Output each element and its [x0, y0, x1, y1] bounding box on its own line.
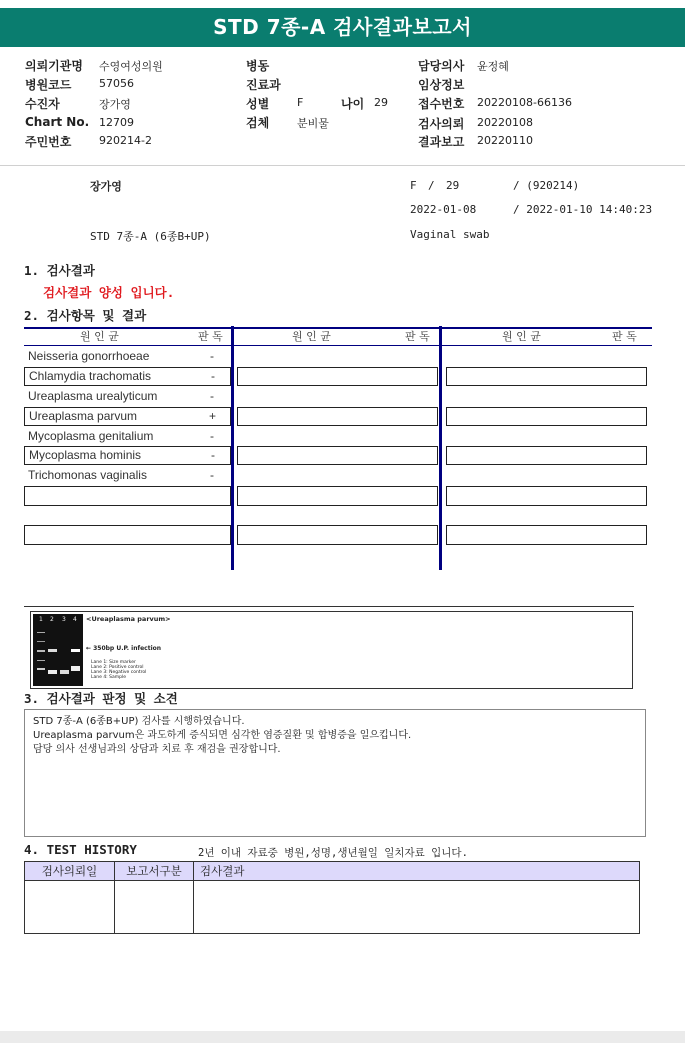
pathogen-result: - — [211, 448, 215, 462]
patient-value: 장가영 — [99, 98, 131, 111]
gel-legend-item: Lane 3: Negative control — [91, 670, 147, 675]
request-date-value: 20220108 — [477, 116, 533, 129]
summary-age: 29 — [446, 179, 460, 192]
history-col-report-type: 보고서구분 — [115, 862, 193, 880]
hospital-code-label: 병원코드 — [25, 78, 72, 92]
history-col-rule — [193, 861, 194, 934]
pathogen-name: Chlamydia trachomatis — [29, 369, 152, 383]
summary-date2: / 2022-01-10 14:40:23 — [513, 203, 653, 216]
gel-band — [37, 650, 45, 652]
age-value: 29 — [374, 96, 388, 109]
opinion-line: 담당 의사 선생님과의 상담과 치료 후 재검을 권장합니다. — [33, 744, 281, 755]
empty-row — [237, 367, 438, 386]
pathogen-result: - — [210, 349, 214, 363]
doctor-value: 윤정혜 — [477, 60, 509, 73]
empty-row — [237, 407, 438, 426]
summary-sex: F — [410, 179, 417, 192]
pathogen-name: Mycoplasma hominis — [29, 448, 142, 462]
pathogen-name: Neisseria gonorrhoeae — [28, 349, 150, 363]
pathogen-name: Mycoplasma genitalium — [28, 429, 154, 443]
accession-value: 20220108-66136 — [477, 96, 572, 109]
empty-row — [237, 486, 438, 506]
empty-row — [446, 446, 647, 465]
empty-row — [24, 486, 231, 506]
pathogen-result: - — [211, 369, 215, 383]
opinion-text — [33, 715, 411, 757]
empty-row — [24, 525, 231, 545]
summary-test: STD 7종-A (6종B+UP) — [90, 230, 211, 243]
gel-band — [37, 660, 45, 661]
gel-title: <Ureaplasma parvum> — [86, 615, 171, 623]
pathogen-row — [24, 367, 231, 386]
gel-legend — [91, 660, 146, 680]
lane-label: 4 — [73, 616, 77, 623]
accession-label: 접수번호 — [418, 97, 465, 111]
col-result-2: 판 독 — [405, 329, 445, 345]
report-title: STD 7종-A 검사결과보고서 — [0, 8, 685, 47]
pathogen-row — [24, 446, 231, 465]
column-divider — [231, 326, 234, 570]
ward-label: 병동 — [246, 59, 270, 73]
pathogen-row — [28, 428, 228, 445]
gel-image — [33, 614, 83, 686]
history-col-rule — [114, 861, 115, 934]
specimen-value: 분비물 — [297, 117, 329, 130]
pathogen-result: - — [210, 389, 214, 403]
empty-row — [446, 525, 647, 545]
clinical-info-label: 임상정보 — [418, 78, 465, 92]
institution-value: 수영여성의원 — [99, 60, 163, 73]
report-date-value: 20220110 — [477, 134, 533, 147]
pathogen-row — [28, 388, 228, 405]
empty-row — [446, 367, 647, 386]
section1-title: 1. 검사결과 — [24, 263, 95, 278]
pathogen-name: Ureaplasma urealyticum — [28, 389, 158, 403]
col-result-3: 판 독 — [612, 329, 652, 345]
gel-legend-item: Lane 4: Sample — [91, 675, 126, 680]
hospital-code-value: 57056 — [99, 77, 134, 90]
sex-label: 성별 — [246, 97, 270, 111]
summary-specimen: Vaginal swab — [410, 228, 490, 241]
pathogen-row — [28, 348, 228, 365]
pathogen-name: Ureaplasma parvum — [29, 409, 138, 423]
gel-band — [37, 668, 45, 670]
sex-value: F — [297, 96, 304, 109]
pathogen-result: + — [209, 409, 217, 423]
doctor-label: 담당의사 — [418, 59, 465, 73]
dept-label: 진료과 — [246, 78, 281, 92]
empty-row — [237, 525, 438, 545]
gel-band — [37, 632, 45, 633]
table-head-rule — [24, 345, 652, 346]
report-date-label: 결과보고 — [418, 135, 465, 149]
col-pathogen-3: 원 인 균 — [502, 329, 582, 345]
lane-label: 1 — [39, 616, 43, 623]
institution-label: 의뢰기관명 — [25, 59, 83, 73]
col-pathogen-1: 원 인 균 — [80, 329, 160, 345]
summary-rrn: / (920214) — [513, 179, 580, 192]
history-col-result: 검사결과 — [194, 862, 639, 880]
empty-row — [237, 446, 438, 465]
summary-name: 장가영 — [90, 180, 122, 193]
lane-label: 3 — [62, 616, 66, 623]
gel-arrow-label: ← 350bp U.P. infection — [86, 645, 162, 652]
history-col-request-date: 검사의뢰일 — [25, 862, 114, 880]
pathogen-name: Trichomonas vaginalis — [28, 468, 147, 482]
gel-band — [48, 649, 57, 652]
age-label: 나이 — [341, 97, 365, 111]
empty-row — [446, 486, 647, 506]
gel-figure — [30, 611, 633, 689]
section4-title: 4. TEST HISTORY — [24, 842, 137, 857]
section3-title: 3. 검사결과 판정 및 소견 — [24, 691, 178, 706]
gel-band — [71, 666, 80, 671]
col-pathogen-2: 원 인 균 — [292, 329, 372, 345]
rrn-value: 920214-2 — [99, 134, 152, 147]
opinion-box — [24, 709, 646, 837]
gel-band — [48, 670, 57, 674]
pathogen-result: - — [210, 468, 214, 482]
chart-no-value: 12709 — [99, 116, 134, 129]
lane-label: 2 — [50, 616, 54, 623]
chart-no-label: Chart No. — [25, 115, 90, 129]
gel-band — [37, 641, 45, 642]
rrn-label: 주민번호 — [25, 135, 72, 149]
request-date-label: 검사의뢰 — [418, 117, 465, 131]
overall-result: 검사결과 양성 입니다. — [43, 285, 175, 300]
history-head-rule — [24, 880, 640, 881]
opinion-line: STD 7종-A (6종B+UP) 검사를 시행하였습니다. — [33, 716, 245, 727]
pathogen-row — [28, 467, 228, 484]
info-divider — [0, 165, 685, 166]
col-result-1: 판 독 — [198, 329, 238, 345]
gel-legend-item: Lane 1: Size marker — [91, 660, 136, 665]
gel-legend-item: Lane 2: Positive control — [91, 665, 144, 670]
page-footer-bar — [0, 1031, 685, 1043]
section2-title: 2. 검사항목 및 결과 — [24, 308, 147, 323]
pathogen-result: - — [210, 429, 214, 443]
pathogen-row-positive — [24, 407, 231, 426]
history-note: 2년 이내 자료중 병원,성명,생년월일 일치자료 입니다. — [198, 847, 468, 859]
patient-label: 수진자 — [25, 97, 60, 111]
column-divider — [439, 326, 442, 570]
opinion-line: Ureaplasma parvum은 과도하게 증식되면 심각한 염증질환 및 합병증을 일으킵니다. — [33, 730, 412, 741]
gel-top-rule — [24, 606, 634, 607]
empty-row — [446, 407, 647, 426]
summary-slash: / — [428, 179, 435, 192]
gel-band — [60, 670, 69, 674]
specimen-label: 검체 — [246, 116, 270, 130]
gel-band — [71, 649, 80, 652]
summary-date1: 2022-01-08 — [410, 203, 477, 216]
